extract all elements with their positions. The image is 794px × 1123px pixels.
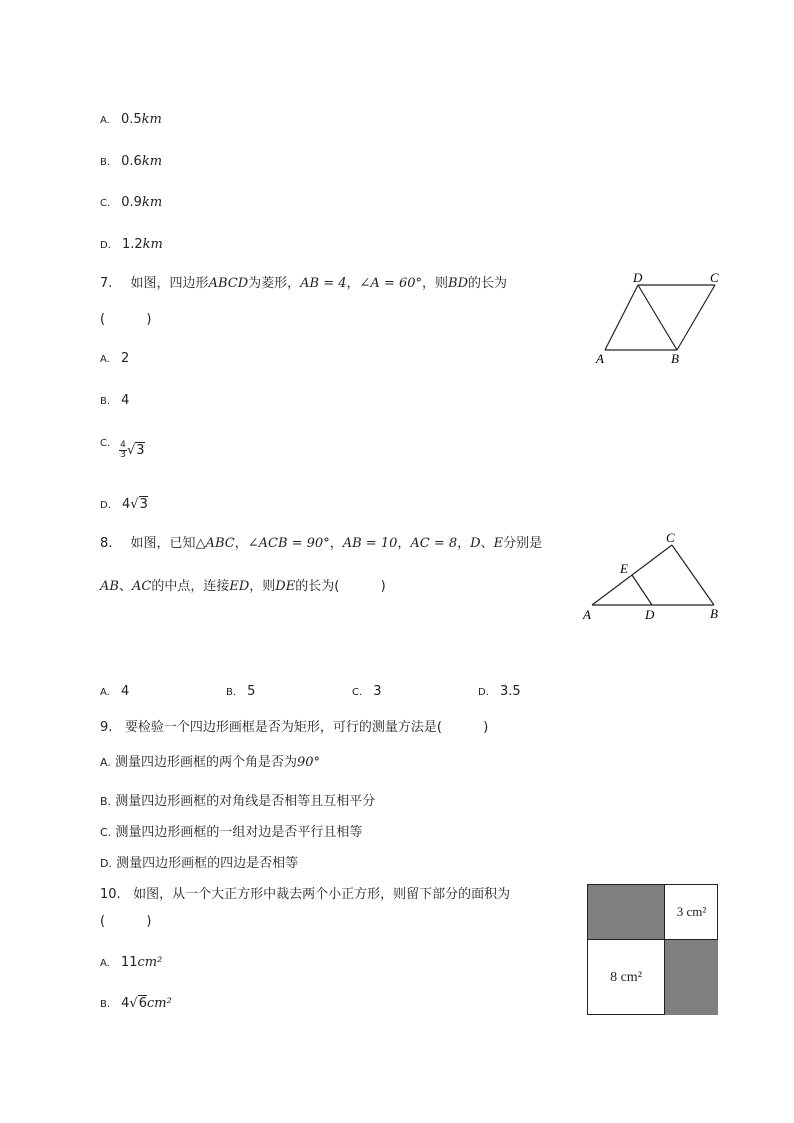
q6-option-b[interactable] (100, 150, 162, 169)
side-cb (672, 545, 714, 605)
q7-stem: 7. 如图，四边形ABCD为菱形，AB = 4，∠A = 60°，则BD的长为 (100, 276, 508, 291)
q8-option-d[interactable] (478, 680, 521, 699)
segment-ed (632, 575, 652, 605)
q6-option-a[interactable] (100, 108, 162, 127)
option-value: 0.6km (121, 154, 163, 169)
triangle-figure (580, 530, 730, 625)
fraction: $\frac{4}{3}$ (120, 440, 126, 460)
option-letter: A. (100, 756, 111, 769)
option-value: 0.5km (120, 112, 162, 127)
label-e: E (620, 561, 628, 576)
option-letter: D. (100, 240, 111, 251)
option-text: 测量四边形画框的一组对边是否平行且相等 (115, 825, 363, 840)
option-value: 4√3 (121, 497, 148, 512)
side-ad (605, 285, 638, 350)
option-letter: A. (100, 958, 110, 969)
small-square-label: 3 cm² (676, 904, 707, 919)
option-value: 11cm² (120, 955, 163, 970)
option-letter: D. (478, 687, 489, 698)
q7-option-a[interactable] (100, 347, 129, 366)
option-value: 0.9km (121, 195, 163, 210)
option-value: 4 (121, 393, 130, 408)
option-value: 3 (373, 684, 382, 699)
label-a: A (596, 351, 604, 366)
option-letter: C. (100, 826, 112, 839)
q8-option-a[interactable] (100, 680, 129, 699)
label-a: A (583, 607, 591, 622)
option-letter: B. (100, 157, 111, 168)
option-value: 1.2km (121, 237, 163, 252)
q10-stem: 10. 如图，从一个大正方形中裁去两个小正方形，则留下部分的面积为 (100, 887, 511, 902)
option-text: 测量四边形画框的四边是否相等 (116, 856, 299, 871)
option-letter: B. (226, 687, 237, 698)
label-b: B (671, 351, 679, 366)
large-square (588, 940, 665, 1015)
label-b: B (710, 606, 718, 621)
q9-stem: 9. 要检验一个四边形画框是否为矩形，可行的测量方法是( ) (100, 720, 489, 735)
squares-figure (587, 884, 718, 1015)
option-letter: D. (100, 500, 111, 511)
option-letter: A. (100, 354, 110, 365)
option-text: 测量四边形画框的对角线是否相等且互相平分 (115, 794, 376, 809)
option-letter: B. (100, 999, 111, 1010)
option-value: 4 (120, 684, 130, 699)
q10-answer-paren: ( ) (100, 914, 152, 929)
q7-option-c[interactable] (100, 431, 110, 450)
large-square-label: 8 cm² (610, 969, 642, 985)
label-c: C (710, 270, 719, 285)
q9-option-b[interactable] (100, 790, 375, 809)
option-letter: A. (100, 687, 110, 698)
side-bc (677, 285, 715, 350)
q6-option-c[interactable] (100, 191, 162, 210)
option-letter: C. (100, 198, 111, 209)
q8-stem-line2: AB、AC的中点，连接ED，则DE的长为( ) (100, 579, 386, 594)
q8-option-b[interactable] (226, 680, 255, 699)
label-d: D (633, 270, 643, 285)
option-letter: B. (100, 795, 112, 808)
shaded-region-bottom-right (665, 940, 718, 1015)
label-c: C (666, 530, 675, 545)
option-value: 4√6cm² (121, 996, 172, 1011)
question-number: 8. (100, 536, 113, 551)
option-letter: B. (100, 396, 111, 407)
shaded-region-top-left (588, 885, 665, 940)
q10-option-a[interactable] (100, 951, 162, 970)
option-value: 2 (120, 351, 130, 366)
option-letter: C. (352, 687, 363, 698)
q9-option-a[interactable]: A. 测量四边形画框的两个角是否为90° (100, 755, 321, 770)
question-number: 9. (100, 720, 113, 735)
question-number: 10. (100, 887, 121, 902)
option-value: 3.5 (499, 684, 521, 699)
q7-option-d[interactable] (100, 493, 148, 512)
q9-option-d[interactable] (100, 852, 298, 871)
q7-answer-paren: ( ) (100, 312, 152, 327)
question-number: 7. (100, 276, 113, 291)
option-letter: C. (100, 438, 111, 449)
diagonal-bd (638, 285, 677, 350)
q7-option-c-value: $\frac{4}{3}$ √3 (120, 440, 145, 460)
option-letter: A. (100, 115, 110, 126)
option-letter: D. (100, 857, 112, 870)
label-d: D (645, 607, 655, 622)
rhombus-figure (590, 268, 730, 368)
q8-option-c[interactable] (352, 680, 382, 699)
option-value: 5 (247, 684, 256, 699)
small-square (665, 885, 718, 940)
q8-stem-line1: 8. 如图，已知△ABC，∠ACB = 90°，AB = 10，AC = 8，D、E分别是 (100, 536, 543, 551)
q9-option-c[interactable] (100, 821, 362, 840)
option-text: 测量四边形画框的两个角是否为 (114, 755, 297, 770)
q10-option-b[interactable] (100, 992, 172, 1011)
q7-option-b[interactable] (100, 389, 129, 408)
q6-option-d[interactable] (100, 233, 163, 252)
